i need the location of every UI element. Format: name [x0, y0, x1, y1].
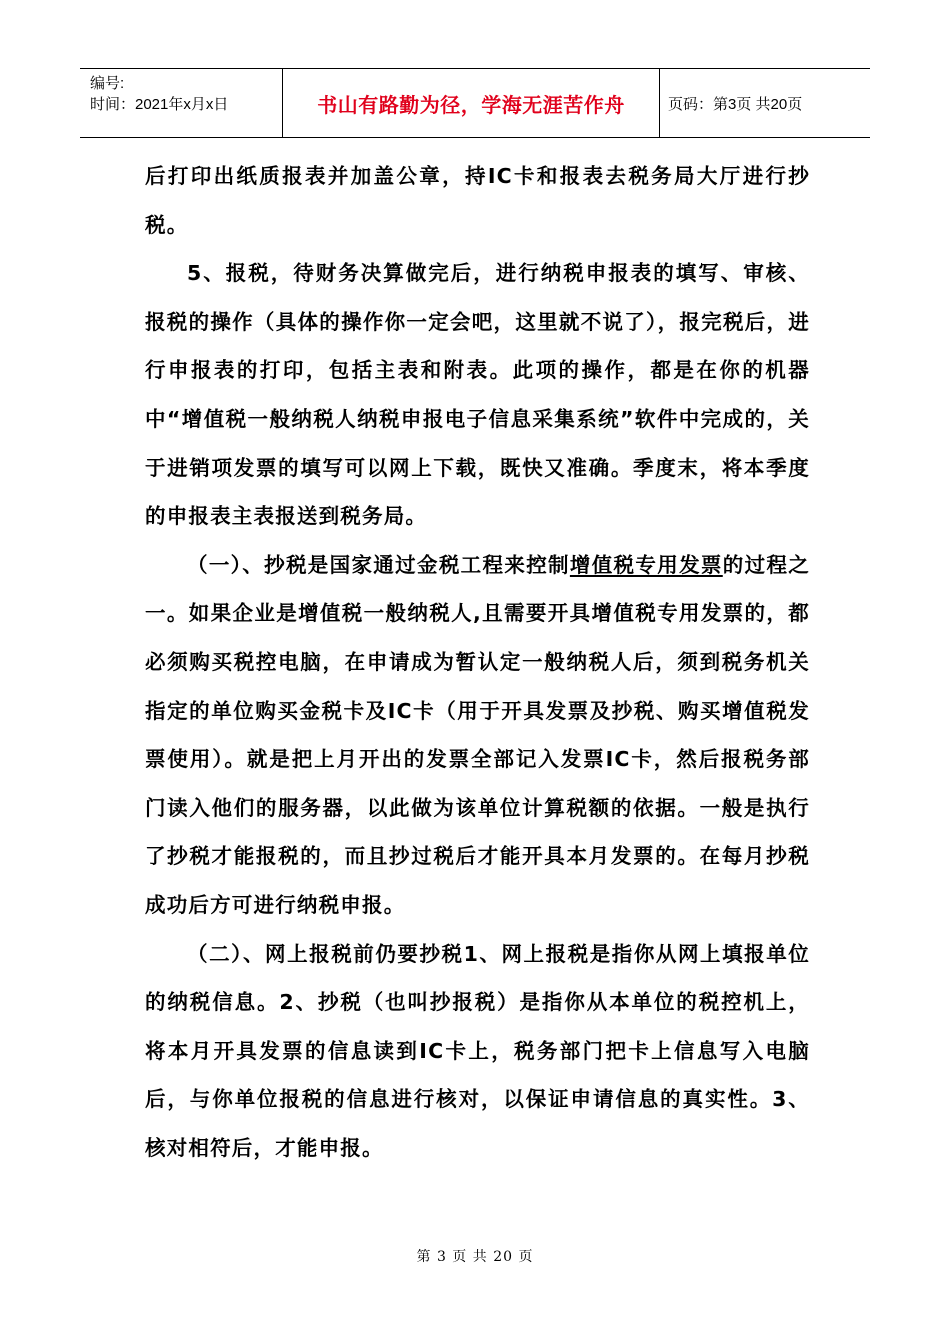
paragraph-3 — [145, 541, 810, 930]
document-date: 时间：2021年x月x日 — [90, 96, 229, 113]
underlined-term: 增值税专用发票 — [569, 552, 723, 577]
header-meta — [80, 69, 283, 137]
paragraph-4: （二）、网上报税前仍要抄税1、网上报税是指你从网上填报单位的纳税信息。2、抄税（也叫抄报税）是指你从本单位的税控机上，将本月开具发票的信息读到IC卡上，税务部门把卡上信息写入电脑后，与你单位报税的信息进行核对，以保证申请信息的真实性。3、核对相符后，才能申报。 — [145, 941, 810, 1160]
paragraph-1: 后打印出纸质报表并加盖公章，持IC卡和报表去税务局大厅进行抄税。 — [145, 164, 810, 237]
paragraph-2: 5、报税，待财务决算做完后，进行纳税申报表的填写、审核、报税的操作（具体的操作你一定会吧，这里就不说了），报完税后，进行申报表的打印，包括主表和附表。此项的操作，都是在你的机器中“增值税一般纳税人纳税申报电子信息采集系统”软件中完成的，关于进销项发票的填写可以网上下载，既快又准确。季度末，将本季度的申报表主表报送到税务局。 — [145, 261, 810, 529]
document-number-label: 编号: — [90, 75, 125, 92]
header-page-info: 页码：第3页 共20页 — [668, 95, 803, 113]
document-body — [145, 152, 810, 1172]
header-motto: 书山有路勤为径，学海无涯苦作舟 — [283, 69, 660, 137]
page-header — [80, 68, 870, 138]
paragraph-3-start: （一）、抄税是国家通过金税工程来控制 — [187, 552, 570, 577]
paragraph-3-rest: 的过程之一。如果企业是增值税一般纳税人,且需要开具增值税专用发票的，都必须购买税控电脑，在申请成为暂认定一般纳税人后，须到税务机关指定的单位购买金税卡及IC卡（用于开具发票及抄税、购买增值税发票使用）。就是把上月开出的发票全部记入发票IC卡，然后报税务部门读入他们的服务器，以此做为该单位计算税额的依据。一般是执行了抄税才能报税的，而且抄过税后才能开具本月发票的。在每月抄税成功后方可进行纳税申报。 — [145, 552, 810, 917]
page-footer: 第 3 页 共 20 页 — [416, 1249, 534, 1265]
